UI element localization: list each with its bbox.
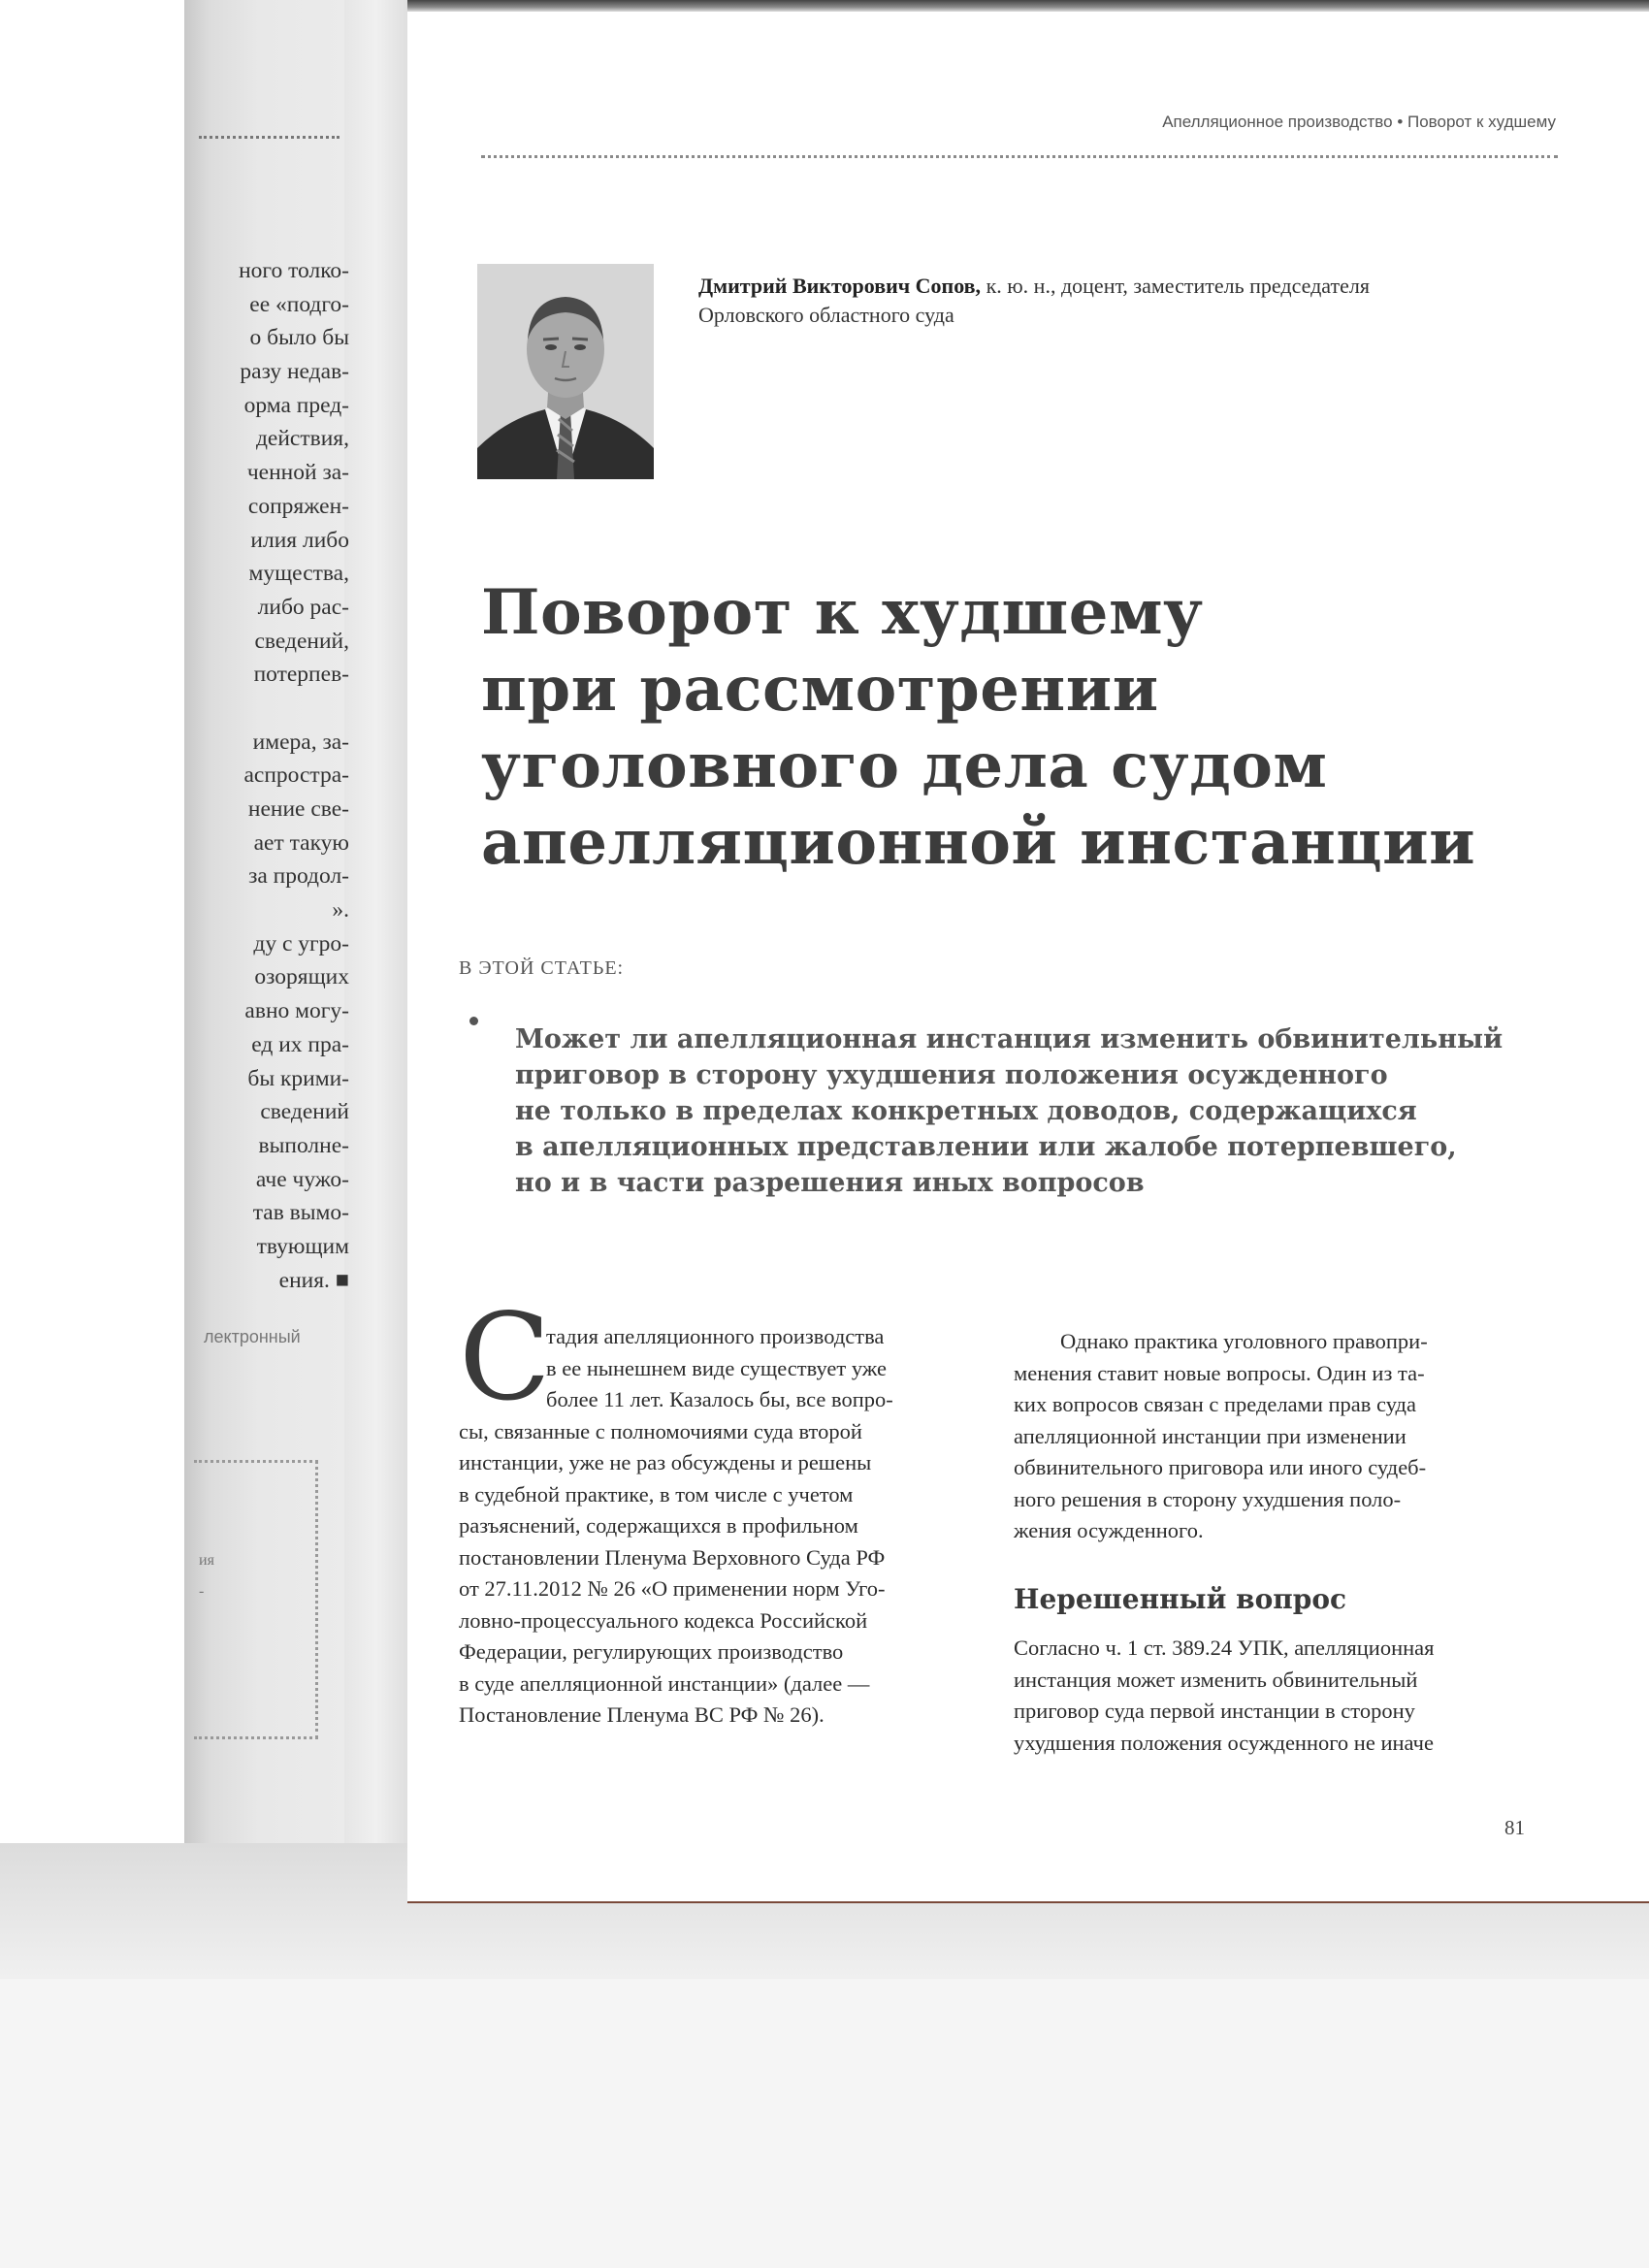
body-line: приговор суда первой инстанции в сторону [1014,1699,1415,1723]
left-page-line: разу недав- [240,359,349,385]
left-page-line: бы крими- [247,1065,349,1091]
author-line-1 [698,272,1552,301]
body-line: от 27.11.2012 № 26 «О применении норм Уго- [459,1576,886,1601]
left-page-line: орма пред- [243,392,349,418]
body-line: в ее нынешнем виде существует уже [546,1355,888,1380]
author-credentials: к. ю. н., доцент, заместитель председателя [981,274,1370,298]
author-info [698,272,1552,330]
title-line: апелляционной инстанции [481,806,1476,879]
summary-line: приговор в сторону ухудшения положения осужденного [515,1060,1388,1090]
subheading: Нерешенный вопрос [1014,1583,1347,1615]
left-page-line: аче чужо- [255,1166,349,1192]
body-line: обвинительного приговора или иного судеб- [1014,1455,1427,1479]
header-rule [481,155,1558,158]
left-margin [0,0,194,1901]
left-page-line: ченной за- [246,460,349,486]
left-page-line: сведений [260,1099,349,1125]
left-page-line: потерпев- [253,662,349,688]
body-column-left [459,1321,983,1732]
body-line: сы, связанные с полномочиями суда второй [459,1418,862,1443]
body-line: постановлении Пленума Верховного Суда РФ [459,1544,886,1570]
article-summary [515,1022,1543,1202]
left-page-line: ает такую [253,829,349,856]
body-line: Федерации, регулирующих производство [459,1639,844,1664]
left-page-line: ения. ■ [278,1267,349,1293]
left-page-line: ед их пра- [251,1031,349,1057]
author-affiliation: Орловского областного суда [698,303,954,327]
left-page-line [194,692,349,726]
title-line: Поворот к худшему [481,576,1204,649]
left-page-line: выполне- [258,1132,349,1158]
section-label: В ЭТОЙ СТАТЬЕ: [459,957,625,979]
body-line: инстанции, уже не раз обсуждены и решены [459,1450,872,1474]
left-page-line: ». [332,897,349,923]
left-page-line: имера, за- [252,729,349,755]
left-page-line: илия либо [250,527,349,553]
bullet-icon [469,1017,478,1025]
title-line: уголовного дела судом [481,729,1328,802]
summary-line: в апелляционных представлении или жалобе потерпевшего, [515,1132,1457,1162]
left-box-fragment: - [199,1583,205,1600]
left-page-line: твующим [256,1233,349,1259]
author-photo [477,264,654,479]
author-name: Дмитрий Викторович Сопов, [698,274,982,298]
summary-line: Может ли апелляционная инстанция изменить обвинительный [515,1024,1504,1054]
left-page-line: за продол- [248,863,349,890]
left-page-line: авно могу- [244,998,349,1024]
body-line: тадия апелляционного производства [546,1324,885,1348]
left-page-line: о было бы [249,325,349,351]
left-box-fragment: ия [199,1552,214,1569]
left-page-line: озорящих [254,964,349,990]
drop-cap: С [459,1288,551,1428]
body-line: Постановление Пленума ВС РФ № 26). [459,1702,824,1727]
left-page-line: ного толко- [239,258,349,283]
title-line: при рассмотрении [481,653,1159,726]
left-page-line: аспростра- [243,762,349,789]
body-column-right [1014,1326,1537,1547]
left-page-line: тав вымо- [252,1200,349,1226]
body-line: апелляционной инстанции при изменении [1014,1423,1406,1448]
body-line: жения осужденного. [1014,1518,1204,1542]
body-line: ловно-процессуального кодекса Российской [459,1607,868,1633]
body-line: более 11 лет. Казалось бы, все вопро- [546,1387,893,1411]
left-page-line: ду с угро- [253,930,349,956]
left-page-line: либо рас- [257,594,349,620]
top-edge [407,0,1649,12]
page-number: 81 [1504,1816,1525,1839]
body-line: разъяснений, содержащихся в профильном [459,1513,858,1538]
running-head: Апелляционное производство • Поворот к худшему [1162,113,1556,131]
body-line: Однако практика уголовного правопри- [1060,1329,1428,1353]
left-page-note: лектронный [204,1327,301,1346]
summary-line: но и в части разрешения иных вопросов [515,1168,1145,1198]
left-page-box [194,1460,318,1739]
left-page-line: действия, [255,426,349,452]
left-page-line: сведений, [254,628,349,654]
body-line: ухудшения положения осужденного не иначе [1014,1730,1434,1755]
left-page-line: мущества, [248,561,349,587]
article-title [481,574,1529,881]
left-page-text [194,254,349,1297]
body-line: Согласно ч. 1 ст. 389.24 УПК, апелляционная [1014,1636,1435,1660]
body-line: в суде апелляционной инстанции» (далее — [459,1670,870,1696]
left-page-line: нение све- [247,796,349,822]
body-line: ких вопросов связан с пределами прав суда [1014,1392,1416,1416]
body-line: менения ставит новые вопросы. Один из та- [1014,1360,1425,1385]
left-page-line: ее «подго- [249,291,349,317]
body-column-right-continued [1014,1633,1537,1759]
left-page-line: сопряжен- [247,493,349,519]
summary-line: не только в пределах конкретных доводов, содержащихся [515,1096,1417,1126]
body-line: ного решения в сторону ухудшения поло- [1014,1486,1402,1511]
left-page-rule [199,136,340,139]
body-line: в судебной практике, в том числе с учетом [459,1481,854,1507]
body-line: инстанция может изменить обвинительный [1014,1667,1418,1692]
